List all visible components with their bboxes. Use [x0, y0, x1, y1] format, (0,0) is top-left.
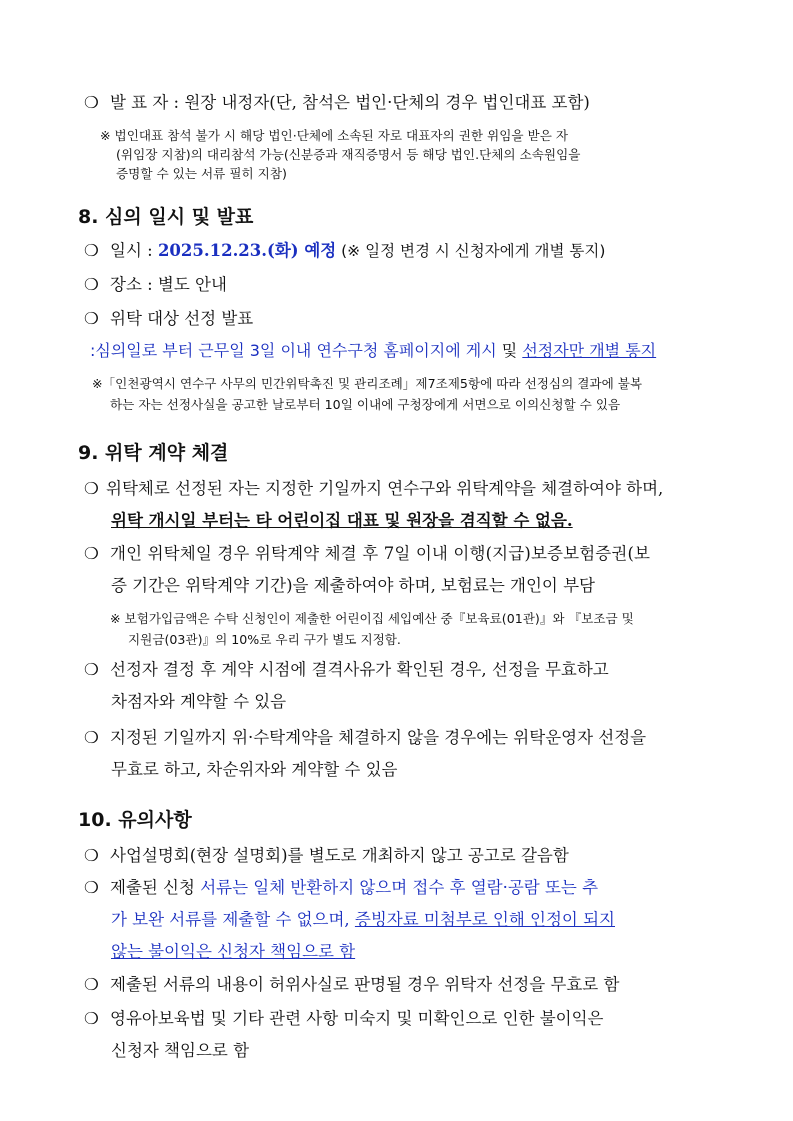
bullet-icon: ❍: [84, 846, 99, 865]
presenter-note-line: ※ 법인대표 참석 불가 시 해당 법인·단체에 소속된 자로 대표자의 권한 위임을 받은 자: [100, 128, 569, 143]
announcement-line: ❍ 위탁 대상 선정 발표: [84, 309, 254, 328]
section-10-heading: 10. 유의사항: [78, 809, 192, 831]
bullet-icon: ❍: [84, 660, 99, 679]
contract-bullet-2-cont: 증 기간은 위탁계약 기간)을 제출하여야 하며, 보험료는 개인이 부담: [111, 576, 595, 595]
contract-bullet-1: ❍ 위탁체로 선정된 자는 지정한 기일까지 연수구와 위탁계약을 체결하여야 하며,: [84, 479, 664, 498]
presenter-line: ❍ 발 표 자 : 원장 내정자(단, 참석은 법인·단체의 경우 법인대표 포함): [84, 93, 590, 112]
presenter-note-line: (위임장 지참)의 대리참석 가능(신분증과 재직증명서 등 해당 법인.단체의 소속원임을: [116, 147, 581, 162]
bullet-icon: ❍: [84, 241, 99, 260]
notice-bullet-2: ❍ 제출된 신청 서류는 일체 반환하지 않으며 접수 후 열람·공람 또는 추: [84, 878, 599, 897]
bullet-icon: ❍: [84, 309, 99, 328]
section-9-heading: 9. 위탁 계약 체결: [78, 442, 229, 464]
contract-bullet-1-emphasis: 위탁 개시일 부터는 타 어린이집 대표 및 원장을 겸직할 수 없음.: [111, 511, 573, 530]
bullet-icon: ❍: [84, 275, 99, 294]
review-date-value: 2025.12.23.(화) 예정: [157, 241, 337, 260]
bullet-icon: ❍: [84, 93, 99, 112]
bullet-icon: ❍: [84, 1009, 99, 1028]
bullet-icon: ❍: [84, 975, 99, 994]
contract-bullet-4: ❍ 지정된 기일까지 위·수탁계약을 체결하지 않을 경우에는 위탁운영자 선정을: [84, 728, 647, 747]
contract-bullet-3: ❍ 선정자 결정 후 계약 시점에 결격사유가 확인된 경우, 선정을 무효하고: [84, 660, 609, 679]
notice-bullet-1: ❍ 사업설명회(현장 설명회)를 별도로 개최하지 않고 공고로 갈음함: [84, 846, 569, 865]
bullet-icon: ❍: [84, 479, 99, 498]
contract-bullet-3-cont: 차점자와 계약할 수 있음: [111, 692, 287, 711]
notice-bullet-2-cont: 가 보완 서류를 제출할 수 없으며, 증빙자료 미첨부로 인해 인정이 되지: [111, 910, 615, 929]
presenter-note-line: 증명할 수 있는 서류 필히 지참): [116, 166, 287, 181]
insurance-note-line: 지원금(03관)』의 10%로 우리 구가 별도 지정함.: [128, 632, 401, 647]
contract-bullet-2: ❍ 개인 위탁체일 경우 위탁계약 체결 후 7일 이내 이행(지급)보증보험증권(보: [84, 544, 651, 563]
insurance-note-line: ※ 보험가입금액은 수탁 신청인이 제출한 어린이집 세입예산 중『보육료(01관)』와 『보조금 및: [110, 611, 634, 626]
objection-note-line: 하는 자는 선정사실을 공고한 날로부터 10일 이내에 구청장에게 서면으로 이의신청할 수 있음: [110, 397, 621, 412]
review-date-line: ❍ 일시 : 2025.12.23.(화) 예정 (※ 일정 변경 시 신청자에게 개별 통지): [84, 241, 606, 260]
notice-bullet-3: ❍ 제출된 서류의 내용이 허위사실로 판명될 경우 위탁자 선정을 무효로 함: [84, 975, 620, 994]
contract-bullet-4-cont: 무효로 하고, 차순위자와 계약할 수 있음: [111, 760, 398, 779]
notice-bullet-4: ❍ 영유아보육법 및 기타 관련 사항 미숙지 및 미확인으로 인한 불이익은: [84, 1009, 604, 1028]
announcement-detail-line: :심의일로 부터 근무일 3일 이내 연수구청 홈페이지에 게시 및 선정자만 개별 통지: [90, 341, 657, 360]
bullet-icon: ❍: [84, 878, 99, 897]
bullet-icon: ❍: [84, 544, 99, 563]
notice-bullet-2-cont: 않는 불이익은 신청자 책임으로 함: [111, 942, 356, 961]
bullet-icon: ❍: [84, 728, 99, 747]
objection-note-line: ※「인천광역시 연수구 사무의 민간위탁촉진 및 관리조례」제7조제5항에 따라 선정심의 결과에 불복: [92, 376, 643, 391]
section-8-heading: 8. 심의 일시 및 발표: [78, 206, 254, 228]
review-place-line: ❍ 장소 : 별도 안내: [84, 275, 227, 294]
notice-bullet-4-cont: 신청자 책임으로 함: [111, 1041, 250, 1060]
